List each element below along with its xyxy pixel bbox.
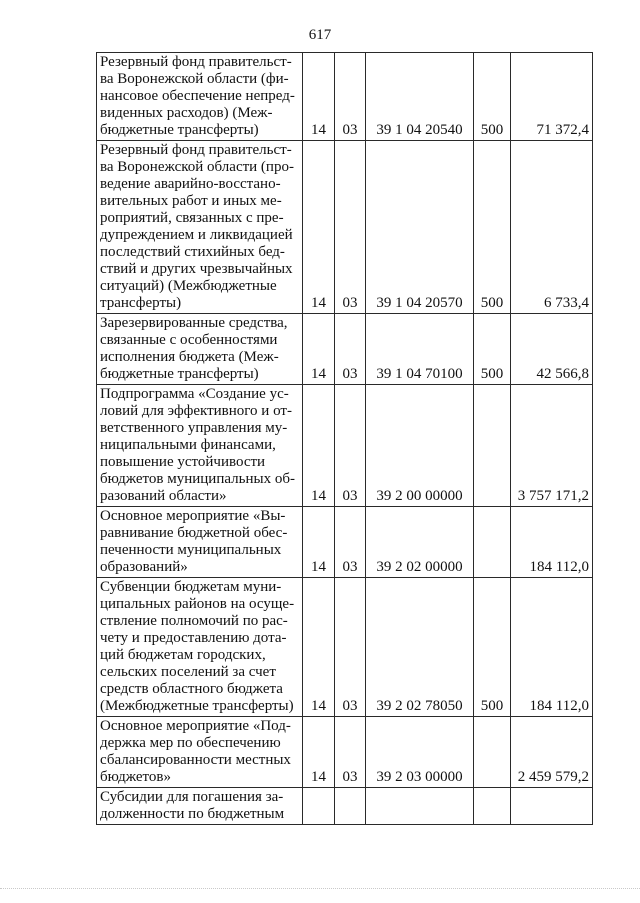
row-name-text: Резервный фонд правительст- ва Воронежской области (фи- нансовое обеспечение непред- виденных расходов) (Меж- бюджетные трансферты) — [100, 54, 295, 138]
row-amount-cell: 184 112,0 — [511, 578, 593, 717]
table-row — [97, 507, 593, 578]
row-name-cell — [97, 507, 303, 578]
row-name-text: Резервный фонд правительст- ва Воронежской области (про- ведение аварийно-восстано- вительных работ и иных ме- роприятий, связанных с пре- дупреждением и ликвидацией последствий стихийных бед- ствий и других чрезвычайных ситуаций) (Межбюджетные трансферты) — [100, 142, 294, 311]
table-row — [97, 385, 593, 507]
table-row — [97, 717, 593, 788]
budget-table — [96, 52, 593, 825]
row-subsection-cell: 03 — [335, 717, 366, 788]
row-name-cell — [97, 53, 303, 141]
row-target-code-cell: 39 2 03 00000 — [366, 717, 474, 788]
row-section-cell — [303, 788, 335, 825]
row-expense-type-cell: 500 — [474, 314, 511, 385]
row-amount-cell — [511, 788, 593, 825]
row-expense-type-cell: 500 — [474, 141, 511, 314]
table-row — [97, 578, 593, 717]
row-name-text: Зарезервированные средства, связанные с особенностями исполнения бюджета (Меж- бюджетные трансферты) — [100, 315, 288, 382]
row-amount-cell: 2 459 579,2 — [511, 717, 593, 788]
row-name-cell — [97, 788, 303, 825]
row-section-cell: 14 — [303, 717, 335, 788]
row-target-code-cell: 39 1 04 20570 — [366, 141, 474, 314]
row-name-cell — [97, 385, 303, 507]
row-subsection-cell: 03 — [335, 314, 366, 385]
row-subsection-cell: 03 — [335, 141, 366, 314]
row-amount-cell: 184 112,0 — [511, 507, 593, 578]
row-name-cell — [97, 578, 303, 717]
row-subsection-cell — [335, 788, 366, 825]
table-row — [97, 788, 593, 825]
row-amount-cell: 42 566,8 — [511, 314, 593, 385]
row-expense-type-cell: 500 — [474, 578, 511, 717]
row-name-cell — [97, 141, 303, 314]
row-target-code-cell: 39 2 02 00000 — [366, 507, 474, 578]
row-name-text: Субсидии для погашения за- долженности по бюджетным — [100, 789, 285, 822]
row-subsection-cell: 03 — [335, 53, 366, 141]
row-name-text: Основное мероприятие «Под- держка мер по обеспечению сбалансированности местных бюджетов» — [100, 718, 291, 785]
row-expense-type-cell: 500 — [474, 53, 511, 141]
row-expense-type-cell — [474, 717, 511, 788]
row-section-cell: 14 — [303, 141, 335, 314]
row-section-cell: 14 — [303, 578, 335, 717]
table-row — [97, 141, 593, 314]
row-amount-cell: 3 757 171,2 — [511, 385, 593, 507]
row-target-code-cell: 39 2 00 00000 — [366, 385, 474, 507]
table-row — [97, 53, 593, 141]
row-expense-type-cell — [474, 788, 511, 825]
row-name-cell — [97, 717, 303, 788]
row-section-cell: 14 — [303, 385, 335, 507]
row-name-text: Подпрограмма «Создание ус- ловий для эффективного и от- ветственного управления му- ниципальными финансами, повышение устойчивости бюджетов муниципальных об- разований области» — [100, 386, 295, 504]
row-target-code-cell: 39 2 02 78050 — [366, 578, 474, 717]
row-name-text: Основное мероприятие «Вы- равнивание бюджетной обес- печенности муниципальных образований» — [100, 508, 288, 575]
row-section-cell: 14 — [303, 53, 335, 141]
row-name-cell — [97, 314, 303, 385]
row-amount-cell: 71 372,4 — [511, 53, 593, 141]
page-number: 617 — [308, 27, 332, 43]
row-expense-type-cell — [474, 507, 511, 578]
scan-edge-divider — [0, 888, 640, 889]
row-subsection-cell: 03 — [335, 385, 366, 507]
row-subsection-cell: 03 — [335, 578, 366, 717]
row-amount-cell: 6 733,4 — [511, 141, 593, 314]
budget-table-body — [97, 53, 593, 825]
table-row — [97, 314, 593, 385]
row-section-cell: 14 — [303, 314, 335, 385]
row-name-text: Субвенции бюджетам муни- ципальных районов на осуще- ствление полномочий по рас- чету и предоставлению дота- ций бюджетам городских, сельских поселений за счет средств областного бюджета (Межбюджетные трансферты) — [100, 579, 295, 714]
row-target-code-cell: 39 1 04 70100 — [366, 314, 474, 385]
row-section-cell: 14 — [303, 507, 335, 578]
row-target-code-cell: 39 1 04 20540 — [366, 53, 474, 141]
row-target-code-cell — [366, 788, 474, 825]
row-expense-type-cell — [474, 385, 511, 507]
row-subsection-cell: 03 — [335, 507, 366, 578]
